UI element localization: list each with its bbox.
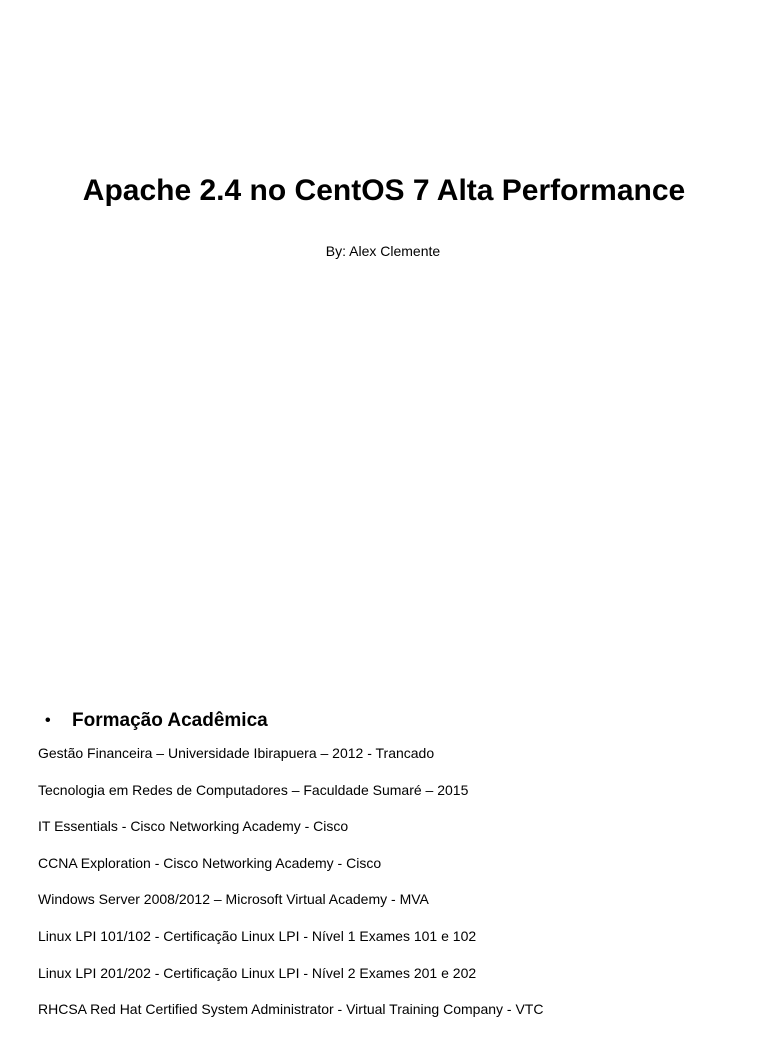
section-heading-text: Formação Acadêmica bbox=[72, 710, 268, 731]
list-item: Linux LPI 101/102 - Certificação Linux LPI - Nível 1 Exames 101 e 102 bbox=[38, 927, 477, 944]
list-item: IT Essentials - Cisco Networking Academy - Cisco bbox=[38, 818, 349, 835]
document-title: Apache 2.4 no CentOS 7 Alta Performance bbox=[82, 174, 686, 207]
list-item: CCNA Exploration - Cisco Networking Academy - Cisco bbox=[38, 854, 382, 871]
section-heading bbox=[45, 709, 268, 733]
education-list bbox=[38, 744, 543, 1037]
document-author: By: Alex Clemente bbox=[325, 243, 441, 259]
bullet-icon: • bbox=[45, 712, 51, 729]
list-item: Linux LPI 201/202 - Certificação Linux LPI - Nível 2 Exames 201 e 202 bbox=[38, 964, 477, 981]
list-item: Gestão Financeira – Universidade Ibirapuera – 2012 - Trancado bbox=[38, 745, 435, 761]
list-item: Windows Server 2008/2012 – Microsoft Virtual Academy - MVA bbox=[38, 891, 429, 908]
list-item: RHCSA Red Hat Certified System Administrator - Virtual Training Company - VTC bbox=[38, 1001, 544, 1018]
list-item: Tecnologia em Redes de Computadores – Faculdade Sumaré – 2015 bbox=[38, 781, 469, 798]
